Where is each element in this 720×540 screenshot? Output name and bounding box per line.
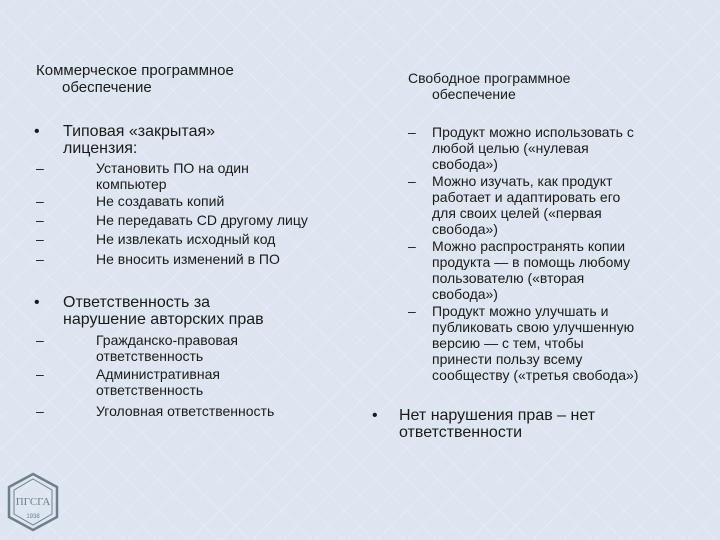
list-item-line: любой целью («нулевая [432,140,589,156]
final-statement-line1: Нет нарушения прав – нет [399,407,596,424]
list-item-line: Продукт можно улучшать и [432,303,609,319]
section1-heading-line1: Типовая «закрытая» [63,123,216,140]
list-item-line: продукта — в помощь любому [432,254,631,270]
right-title-line2: обеспечение [432,86,516,102]
bullet-section2: • [34,294,40,311]
list-item [432,173,620,237]
dash-icon: – [36,403,44,419]
list-item [432,124,634,172]
section2-heading [63,294,264,328]
left-title [36,62,234,96]
bullet-section1: • [34,123,40,140]
dash-icon: – [36,332,44,348]
logo-emblem-icon [5,472,61,532]
list-item-line: версию — с тем, чтобы [432,335,584,351]
list-item-line2: компьютер [96,176,167,192]
logo-text: ПГСГА [15,496,51,508]
bullet-final: • [372,407,378,424]
list-item [96,160,249,192]
section2-heading-line2: нарушение авторских прав [63,311,264,328]
section1-heading [63,123,215,157]
list-item-line1: Гражданско-правовая [96,332,239,348]
dash-icon: – [36,193,44,209]
dash-icon: – [36,251,44,267]
final-statement-line2: ответственности [399,424,523,441]
list-item: Уголовная ответственность [96,403,275,419]
dash-icon: – [36,231,44,247]
list-item-line2: ответственность [96,348,204,364]
university-logo [5,472,61,532]
list-item: Не создавать копий [96,193,225,209]
list-item-line: пользователю («вторая [432,270,585,286]
list-item-line: Продукт можно использовать с [432,124,634,140]
list-item-line: принести пользу всему [432,351,583,367]
dash-icon: – [36,160,44,176]
list-item-line1: Административная [96,366,220,382]
dash-icon: – [408,173,416,189]
list-item-line: свобода») [432,286,498,302]
list-item-line: Можно изучать, как продукт [432,173,613,189]
list-item-line: для своих целей («первая [432,205,602,221]
list-item [96,366,220,398]
final-statement [399,407,595,441]
left-title-line1: Коммерческое программное [36,62,234,79]
section2-heading-line1: Ответственность за [63,294,211,311]
dash-icon: – [36,212,44,228]
list-item: Не извлекать исходный код [96,231,276,247]
list-item-line: публиковать свою улучшенную [432,319,635,335]
dash-icon: – [408,124,416,140]
section1-heading-line2: лицензия: [63,140,138,157]
list-item-line: свобода») [432,156,498,172]
list-item [432,238,630,302]
list-item-line: работает и адаптировать его [432,189,621,205]
list-item [432,303,638,383]
logo-year: 1938 [26,514,40,520]
left-title-line2: обеспечение [62,79,152,96]
right-title [408,70,570,102]
list-item-line: свобода») [432,221,498,237]
dash-icon: – [408,238,416,254]
list-item-line2: ответственность [96,382,204,398]
right-title-line1: Свободное программное [408,70,571,86]
list-item-line: сообществу («третья свобода») [432,367,639,383]
list-item: Не вносить изменений в ПО [96,251,280,267]
list-item [96,332,238,364]
list-item: Не передавать CD другому лицу [96,212,308,228]
list-item-line: Можно распространять копии [432,238,626,254]
list-item-line1: Установить ПО на один [96,160,249,176]
dash-icon: – [408,303,416,319]
dash-icon: – [36,366,44,382]
